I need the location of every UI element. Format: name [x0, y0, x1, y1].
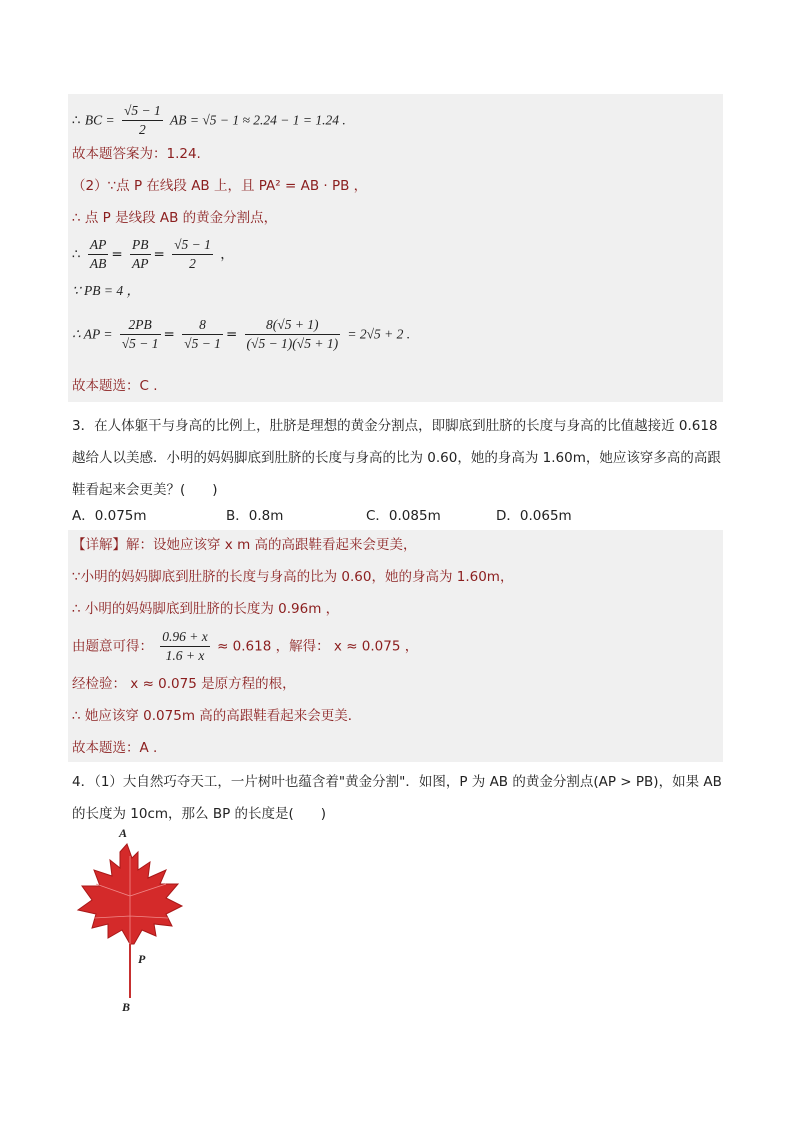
part2-line-4: ∵ PB = 4 ， — [72, 283, 140, 298]
detail-line-1: 【详解】解：设她应该穿 x m 高的高跟鞋看起来会更美， — [72, 537, 417, 553]
detail-line-3: ∴ 小明的妈妈脚底到肚脐的长度为 0.96m ， — [72, 601, 340, 617]
fraction: $\frac{2PB}{√5 - 1}$ — [121, 317, 159, 351]
fraction: $\frac{PB}{AP}$ — [132, 237, 149, 271]
part2-line-1: （2）∵点 P 在线段 AB 上，且 PA² = AB · PB ， — [72, 178, 368, 194]
option-d: D．0.065m — [496, 508, 572, 524]
option-a: A．0.075m — [72, 508, 147, 524]
part2-line-3: ∴ $\frac{AP}{AB}$ = $\frac{PB}{AP}$ = $\frac{√5 - 1}{2}$ ， — [72, 237, 234, 271]
fraction: $\frac{√5 - 1}{2}$ — [123, 103, 161, 137]
detail-line-2: ∵小明的妈妈脚底到肚脐的长度与身高的比为 0.60，她的身高为 1.60m， — [72, 569, 514, 585]
maple-leaf-icon — [74, 826, 186, 1016]
fraction: $\frac{√5 - 1}{2}$ — [174, 237, 211, 271]
fraction: $\frac{0.96 + x}{1.6 + x}$ — [162, 629, 208, 663]
option-c: C．0.085m — [366, 508, 441, 524]
maple-leaf-figure — [74, 826, 186, 1016]
fraction: $\frac{AP}{AB}$ — [89, 237, 107, 271]
part2-line-2: ∴ 点 P 是线段 AB 的黄金分割点， — [72, 210, 278, 226]
label-a: A — [119, 826, 128, 840]
answer-line: 故本题答案为：1.24. — [72, 146, 201, 162]
choice-line-1: 故本题选：C . — [72, 378, 158, 394]
detail-line-5: 经检验： x ≈ 0.075 是原方程的根， — [72, 676, 296, 692]
detail-line-6: ∴ 她应该穿 0.075m 高的高跟鞋看起来会更美． — [72, 708, 362, 724]
label-p: P — [138, 952, 146, 966]
label-b: B — [122, 1000, 131, 1014]
part2-line-5: ∴ AP = $\frac{2PB}{√5 - 1}$ = $\frac{8}{√5 - 1}$ = $\frac{8(√5 + 1)}{(√5 - 1)(√5 + 1)}$ = 2√5 + 2 . — [72, 317, 411, 351]
detail-line-4: 由题意可得： $\frac{0.96 + x}{1.6 + x}$ ≈ 0.618 ，解得： x ≈ 0.075 ， — [72, 629, 419, 663]
fraction: $\frac{8(√5 + 1)}{(√5 - 1)(√5 + 1)}$ — [246, 317, 339, 351]
question-3: 3．在人体躯干与身高的比例上，肚脐是理想的黄金分割点，即脚底到肚脐的长度与身高的比值越接近 0.618 越给人以美感．小明的妈妈脚底到肚脐的长度与身高的比为 0.60，她的身高为 1.60m，她应该穿多高的高跟鞋看起来会更美？( ) — [72, 418, 721, 498]
choice-line-2: 故本题选：A . — [72, 740, 158, 756]
option-b: B．0.8m — [226, 508, 284, 524]
fraction: $\frac{8}{√5 - 1}$ — [184, 317, 221, 351]
question-4: 4．（1）大自然巧夺天工，一片树叶也蕴含着"黄金分割"．如图，P 为 AB 的黄金分割点(AP > PB)，如果 AB 的长度为 10cm，那么 BP 的长度是( ) — [72, 774, 722, 822]
solution-line-bc: ∴ BC = $\frac{√5 - 1}{2}$ AB = √5 − 1 ≈ 2.24 − 1 = 1.24 . — [72, 103, 346, 137]
